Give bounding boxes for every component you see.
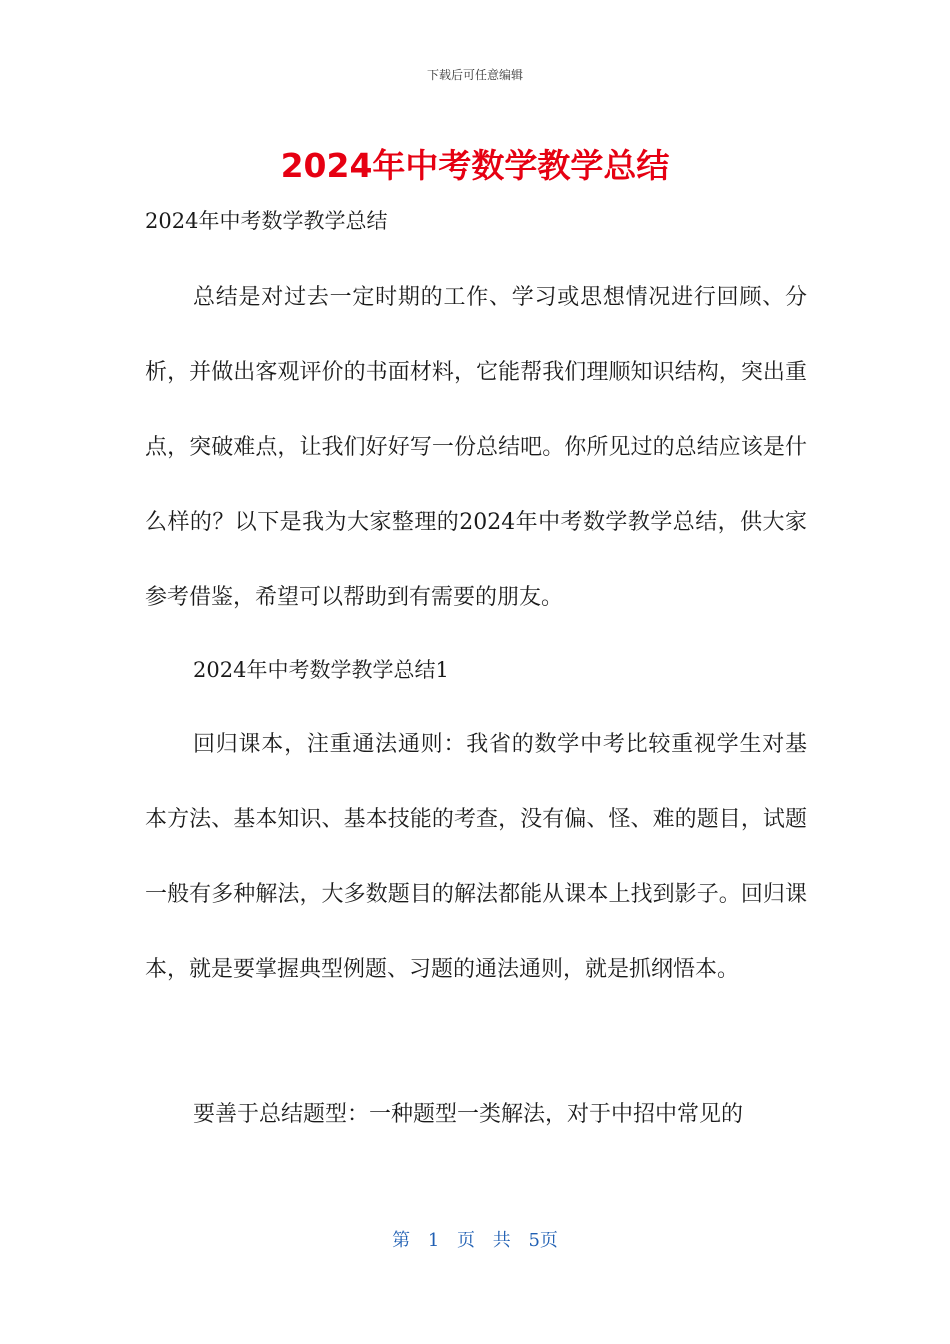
intro-paragraph: 总结是对过去一定时期的工作、学习或思想情况进行回顾、分析，并做出客观评价的书面材料，它能帮我们理顺知识结构，突出重点，突破难点，让我们好好写一份总结吧。你所见过的总结应该是什么样的？以下是我为大家整理的2024年中考数学教学总结，供大家参考借鉴，希望可以帮助到有需要的朋友。 — [145, 285, 807, 610]
header-note: 下载后可任意编辑 — [426, 68, 523, 82]
footer-prefix: 第 — [392, 1230, 411, 1251]
document-subtitle: 2024年中考数学教学总结 — [145, 209, 388, 233]
section1-paragraph-2: 要善于总结题型：一种题型一类解法，对于中招中常见的 — [193, 1102, 744, 1127]
footer-total-pages: 5页 — [528, 1230, 558, 1251]
section1-paragraph-1: 回归课本，注重通法通则：我省的数学中考比较重视学生对基本方法、基本知识、基本技能的考查，没有偏、怪、难的题目，试题一般有多种解法，大多数题目的解法都能从课本上找到影子。回归课本，就是要掌握典型例题、习题的通法通则，就是抓纲悟本。 — [145, 732, 807, 982]
footer-total-prefix: 共 — [492, 1230, 511, 1251]
footer-current-page: 1 — [427, 1230, 440, 1251]
footer-page-word: 页 — [457, 1230, 475, 1251]
document-title: 2024年中考数学教学总结 — [280, 146, 670, 185]
section-heading: 2024年中考数学教学总结1 — [193, 658, 449, 682]
page-footer — [0, 1226, 950, 1252]
